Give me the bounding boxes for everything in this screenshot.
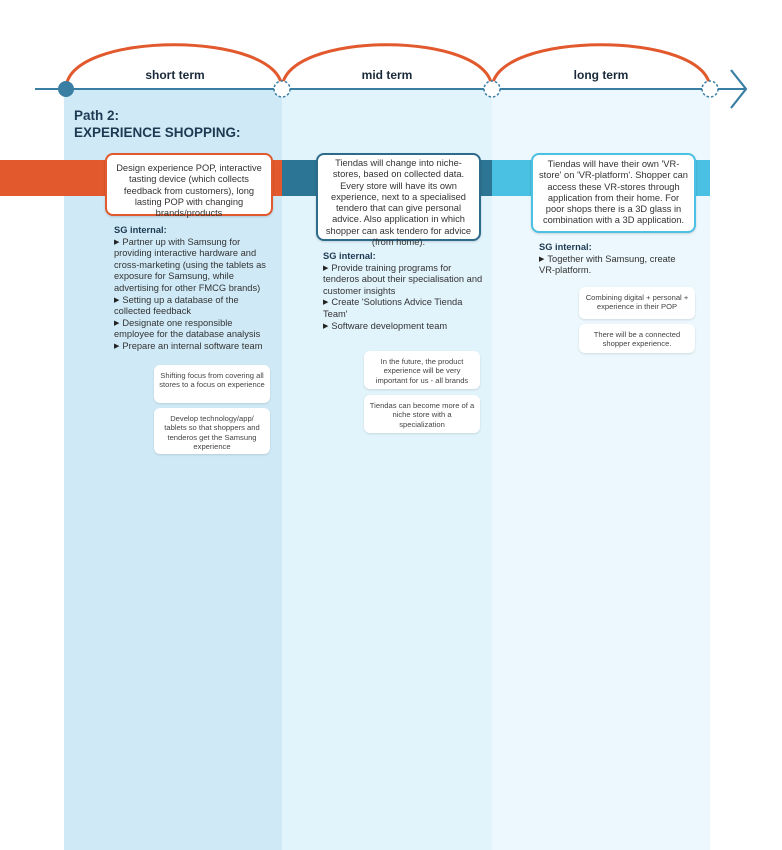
list-item: ▶ Together with Samsung, create VR-platform. [539, 253, 676, 276]
timeline [0, 0, 782, 110]
path-number: Path 2: [74, 108, 120, 123]
triangle-bullet-icon: ▶ [323, 264, 329, 272]
list-item: ▶ Create 'Solutions Advice Tienda Team' [323, 297, 463, 319]
triangle-bullet-icon: ▶ [114, 319, 120, 327]
phase-label-long: long term [573, 68, 629, 82]
phase-label-mid: mid term [361, 68, 413, 82]
triangle-bullet-icon: ▶ [114, 342, 120, 350]
list-item: ▶ Setting up a database of the collected feedback [114, 294, 239, 317]
arc-short [66, 45, 282, 89]
timeline-node-end [702, 81, 718, 97]
note-short-2: Develop technology/app/ tablets so that shoppers and tenderos get the Samsung experience [154, 408, 270, 454]
list-item: ▶ Designate one responsible employee for the database analysis [114, 317, 261, 340]
box-mid-term: Tiendas will change into niche-stores, based on collected data. Every store will have its own experience, next to a specialised tendero that can give personal advice. Also application in which shopper can ask tendero for advice (from home). [316, 153, 481, 241]
triangle-bullet-icon: ▶ [323, 299, 329, 307]
triangle-bullet-icon: ▶ [539, 255, 545, 263]
box-long-term: Tiendas will have their own 'VR-store' on 'VR-platform'. Shopper can access these VR-stores through application from their home. For poor shops there is a 3D glass in combination with a 3D application. [531, 153, 696, 233]
path-name: EXPERIENCE SHOPPING: [74, 125, 241, 140]
triangle-bullet-icon: ▶ [114, 296, 120, 304]
box-short-term: Design experience POP, interactive tasting device (which collects feedback from customers), long lasting POP with changing brands/products [105, 153, 273, 216]
list-item: ▶ Prepare an internal software team [114, 340, 263, 351]
phase-label-short: short term [145, 68, 205, 82]
sg-internal-short [114, 225, 274, 353]
timeline-start-dot [58, 81, 74, 97]
note-long-2: There will be a connected shopper experience. [579, 324, 695, 353]
list-item: ▶ Software development team [323, 320, 448, 331]
sg-list [539, 254, 691, 277]
sg-list [323, 263, 483, 333]
sg-internal-long [539, 242, 691, 277]
sg-title: SG internal: [323, 251, 376, 261]
triangle-bullet-icon: ▶ [323, 322, 329, 330]
sg-title: SG internal: [114, 225, 167, 235]
arc-mid [282, 45, 492, 89]
timeline-node-mid [274, 81, 290, 97]
sg-list [114, 237, 274, 353]
list-item: ▶ Provide training programs for tenderos about their specialisation and customer insights [323, 262, 483, 296]
sg-internal-mid [323, 251, 483, 332]
note-mid-2: Tiendas can become more of a niche store with a specialization [364, 395, 480, 433]
timeline-node-long [484, 81, 500, 97]
path-title [74, 107, 241, 141]
note-short-1: Shifting focus from covering all stores to a focus on experience [154, 365, 270, 403]
arc-long [492, 45, 710, 89]
triangle-bullet-icon: ▶ [114, 238, 120, 246]
sg-title: SG internal: [539, 242, 592, 252]
list-item: ▶ Partner up with Samsung for providing interactive hardware and cross-marketing (using the tablets as exposure for Samsung, while advertising for other FMCG brands) [114, 236, 266, 293]
note-mid-1: In the future, the product experience will be very important for us - all brands [364, 351, 480, 389]
note-long-1: Combining digital + personal + experience in their POP [579, 287, 695, 319]
